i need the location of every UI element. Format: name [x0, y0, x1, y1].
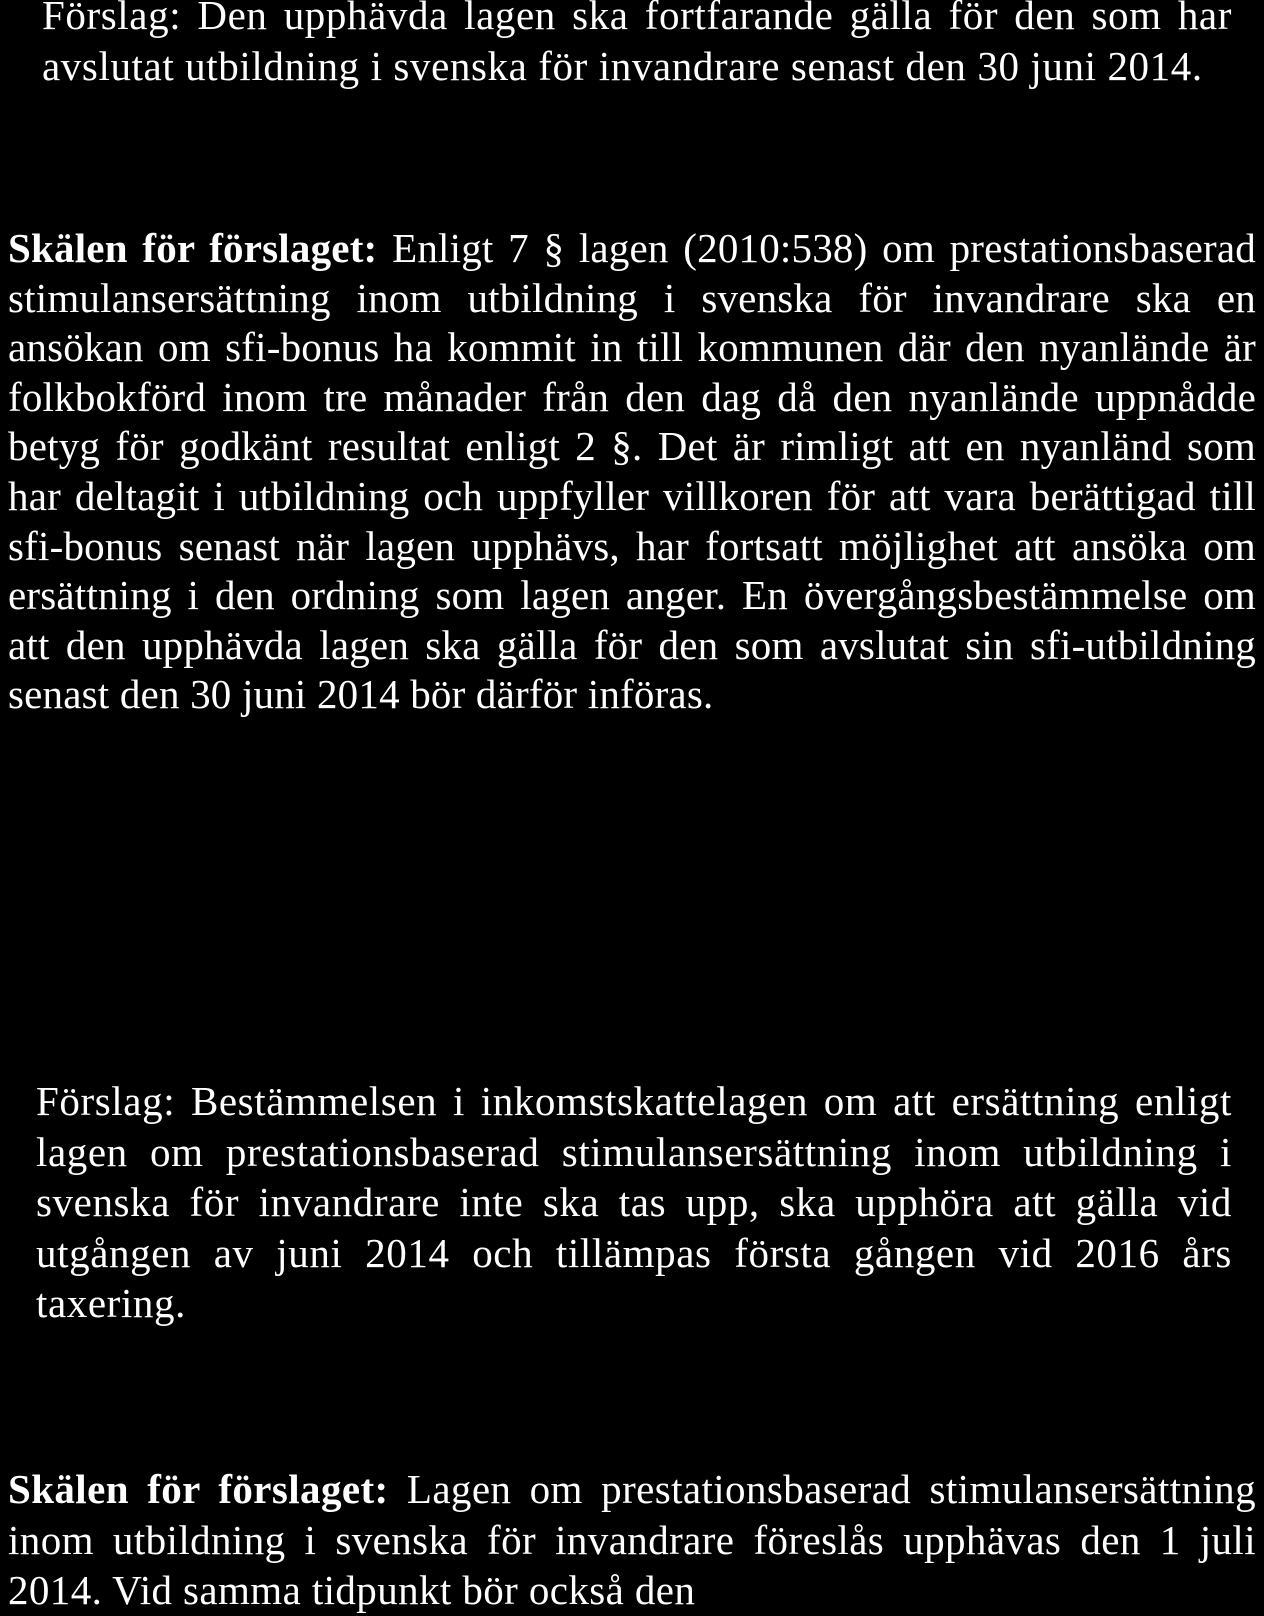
reasons-text: Enligt 7 § lagen (2010:538) om prestationsbaserad stimulansersättning inom utbildning i svenska för invandrare ska en ansökan om sfi-bonus ha kommit in till kommunen där den nyanlände är folkbokförd inom tre månader från den dag då den nyanlände uppnådde betyg för godkänt resultat enligt 2 §. Det är rimligt att en nyanländ som har deltagit i utbildning och uppfyller villkoren för att vara berättigad till sfi-bonus senast när lagen upphävs, har fortsatt möjlighet att ansöka om ersättning i den ordning som lagen anger. En övergångsbestämmelse om att den upphävda lagen ska gälla för den som avslutat sin sfi-utbildning senast den 30 juni 2014 bör därför införas.: [8, 225, 1257, 718]
reasons-label: Skälen för förslaget:: [8, 1466, 389, 1512]
reasons-block-1: [8, 224, 1256, 720]
proposal-block-1: [42, 0, 1232, 92]
reasons-label: Skälen för förslaget:: [8, 225, 378, 271]
proposal-block-2: [36, 1076, 1232, 1329]
proposal-label: Förslag:: [42, 0, 182, 38]
reasons-block-2: [8, 1464, 1256, 1616]
proposal-text: Bestämmelsen i inkomstskattelagen om att ersättning enligt lagen om prestationsbaserad stimulansersättning inom utbildning i svenska för invandrare inte ska tas upp, ska upphöra att gälla vid utgången av juni 2014 och tillämpas första gången vid 2016 års taxering.: [36, 1078, 1232, 1326]
proposal-label: Förslag:: [36, 1078, 176, 1124]
proposal-text: Den upphävda lagen ska fortfarande gälla för den som har avslutat utbildning i svenska för invandrare senast den 30 juni 2014.: [42, 0, 1232, 89]
reasons-text: Lagen om prestationsbaserad stimulansersättning inom utbildning i svenska för invandrare föreslås upphävas den 1 juli 2014. Vid samma tidpunkt bör också den: [8, 1466, 1256, 1614]
